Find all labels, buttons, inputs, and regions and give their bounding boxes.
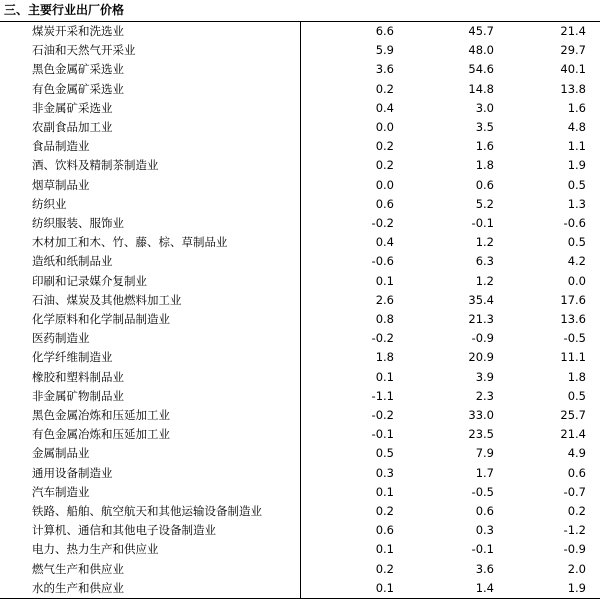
value-year-on-year: 1.7	[475, 465, 494, 480]
value-cumulative: -0.9	[563, 542, 586, 557]
table-row	[0, 137, 600, 156]
value-year-on-year: 14.8	[468, 81, 494, 96]
industry-name: 金属制品业	[32, 446, 90, 461]
industry-name: 化学纤维制造业	[32, 350, 113, 365]
value-cumulative: 40.1	[560, 62, 586, 77]
value-month-on-month: 0.2	[300, 156, 400, 175]
value-month-on-month: 0.1	[300, 540, 400, 559]
value-year-on-year: 0.6	[475, 504, 494, 519]
value-year-on-year: 45.7	[468, 24, 494, 38]
table-row	[0, 387, 600, 406]
value-month-on-month: 0.4	[300, 99, 400, 118]
value-cumulative: 1.8	[567, 369, 586, 384]
value-cumulative: 13.6	[560, 312, 586, 327]
value-cumulative: -1.2	[563, 523, 586, 538]
value-cumulative: 29.7	[560, 43, 586, 58]
value-year-on-year: 5.2	[475, 196, 494, 211]
value-year-on-year: 21.3	[468, 312, 494, 327]
industry-name: 铁路、船舶、航空航天和其他运输设备制造业	[32, 504, 262, 519]
value-year-on-year: -0.9	[471, 331, 494, 346]
table-row	[0, 444, 600, 463]
value-month-on-month: 1.8	[300, 348, 400, 367]
table-row	[0, 579, 600, 598]
industry-name: 医药制造业	[32, 331, 90, 346]
value-year-on-year: 33.0	[468, 408, 494, 423]
value-year-on-year: 2.3	[475, 388, 494, 403]
value-year-on-year: 3.0	[475, 100, 494, 115]
table-body	[0, 22, 600, 598]
industry-name: 计算机、通信和其他电子设备制造业	[32, 523, 216, 538]
table-row	[0, 540, 600, 559]
value-month-on-month: -0.2	[300, 406, 400, 425]
value-month-on-month: 0.2	[300, 137, 400, 156]
table-row	[0, 41, 600, 60]
table-row	[0, 272, 600, 291]
industry-name: 有色金属冶炼和压延加工业	[32, 427, 170, 442]
table-row	[0, 176, 600, 195]
industry-name: 石油和天然气开采业	[32, 43, 136, 58]
value-year-on-year: 1.2	[475, 273, 494, 288]
industry-name: 石油、煤炭及其他燃料加工业	[32, 292, 182, 307]
value-month-on-month: -0.2	[300, 329, 400, 348]
table-row	[0, 214, 600, 233]
value-year-on-year: 7.9	[475, 446, 494, 461]
value-month-on-month: 0.6	[300, 195, 400, 214]
value-cumulative: 11.1	[560, 350, 586, 365]
table-row	[0, 502, 600, 521]
value-cumulative: 0.6	[567, 465, 586, 480]
industry-name: 造纸和纸制品业	[32, 254, 113, 269]
value-month-on-month: 0.5	[300, 444, 400, 463]
table-row	[0, 425, 600, 444]
industry-name: 食品制造业	[32, 139, 90, 154]
table-row	[0, 195, 600, 214]
industry-name: 化学原料和化学制品制造业	[32, 312, 170, 327]
industry-name: 煤炭开采和洗选业	[32, 24, 124, 38]
value-cumulative: 4.9	[567, 446, 586, 461]
value-month-on-month: 0.8	[300, 310, 400, 329]
value-year-on-year: 48.0	[468, 43, 494, 58]
value-year-on-year: 54.6	[468, 62, 494, 77]
value-cumulative: 4.2	[567, 254, 586, 269]
value-month-on-month: 0.3	[300, 464, 400, 483]
industry-name: 非金属矿物制品业	[32, 388, 124, 403]
value-cumulative: 4.8	[567, 120, 586, 135]
value-cumulative: 1.3	[567, 196, 586, 211]
value-cumulative: 13.8	[560, 81, 586, 96]
value-year-on-year: -0.1	[471, 216, 494, 231]
industry-name: 酒、饮料及精制茶制造业	[32, 158, 159, 173]
value-year-on-year: 3.9	[475, 369, 494, 384]
value-cumulative: -0.7	[563, 484, 586, 499]
value-month-on-month: 0.4	[300, 233, 400, 252]
value-cumulative: 25.7	[560, 408, 586, 423]
industry-name: 印刷和记录媒介复制业	[32, 273, 147, 288]
table-row	[0, 291, 600, 310]
table-row	[0, 368, 600, 387]
value-year-on-year: 6.3	[475, 254, 494, 269]
table-row	[0, 348, 600, 367]
value-month-on-month: 0.1	[300, 272, 400, 291]
value-year-on-year: 3.6	[475, 561, 494, 576]
value-cumulative: 0.0	[567, 273, 586, 288]
industry-name: 纺织服装、服饰业	[32, 216, 124, 231]
table-row	[0, 118, 600, 137]
value-month-on-month: -0.6	[300, 252, 400, 271]
value-cumulative: 0.5	[567, 177, 586, 192]
value-year-on-year: -0.5	[471, 484, 494, 499]
value-year-on-year: 23.5	[468, 427, 494, 442]
value-cumulative: 1.9	[567, 580, 586, 595]
table-row	[0, 406, 600, 425]
table-row	[0, 99, 600, 118]
value-month-on-month: 0.1	[300, 368, 400, 387]
industry-name: 黑色金属矿采选业	[32, 62, 124, 77]
value-year-on-year: 20.9	[468, 350, 494, 365]
value-month-on-month: 0.0	[300, 176, 400, 195]
industry-name: 农副食品加工业	[32, 120, 113, 135]
table-row	[0, 60, 600, 79]
table-row	[0, 80, 600, 99]
value-cumulative: 0.2	[567, 504, 586, 519]
value-month-on-month: -0.2	[300, 214, 400, 233]
industry-name: 电力、热力生产和供应业	[32, 542, 159, 557]
value-month-on-month: 0.6	[300, 521, 400, 540]
value-year-on-year: 0.3	[475, 523, 494, 538]
value-month-on-month: 0.0	[300, 118, 400, 137]
value-cumulative: 1.9	[567, 158, 586, 173]
table-row	[0, 233, 600, 252]
value-cumulative: -0.6	[563, 216, 586, 231]
value-cumulative: 1.1	[567, 139, 586, 154]
table-row	[0, 156, 600, 175]
table-row	[0, 310, 600, 329]
value-year-on-year: 1.6	[475, 139, 494, 154]
value-month-on-month: -0.1	[300, 425, 400, 444]
industry-name: 黑色金属冶炼和压延加工业	[32, 408, 170, 423]
value-month-on-month: 0.1	[300, 579, 400, 598]
value-cumulative: 17.6	[560, 292, 586, 307]
value-cumulative: 0.5	[567, 235, 586, 250]
table-row	[0, 483, 600, 502]
value-month-on-month: 5.9	[300, 41, 400, 60]
industry-name: 烟草制品业	[32, 177, 90, 192]
table-row	[0, 252, 600, 271]
industry-name: 非金属矿采选业	[32, 100, 113, 115]
value-year-on-year: 0.6	[475, 177, 494, 192]
value-year-on-year: 3.5	[475, 120, 494, 135]
industry-name: 有色金属矿采选业	[32, 81, 124, 96]
section-title: 三、主要行业出厂价格	[4, 3, 125, 17]
value-month-on-month: 0.2	[300, 502, 400, 521]
industry-name: 纺织业	[32, 196, 67, 211]
value-cumulative: 2.0	[567, 561, 586, 576]
value-year-on-year: -0.1	[471, 542, 494, 557]
industry-name: 燃气生产和供应业	[32, 561, 124, 576]
industry-name: 橡胶和塑料制品业	[32, 369, 124, 384]
industry-price-table	[0, 22, 600, 598]
value-year-on-year: 1.2	[475, 235, 494, 250]
value-year-on-year: 1.8	[475, 158, 494, 173]
value-cumulative: -0.5	[563, 331, 586, 346]
value-month-on-month: 3.6	[300, 60, 400, 79]
industry-name: 木材加工和木、竹、藤、棕、草制品业	[32, 235, 228, 250]
industry-name: 水的生产和供应业	[32, 580, 124, 595]
industry-name: 汽车制造业	[32, 484, 90, 499]
table-row	[0, 22, 600, 41]
table-row	[0, 560, 600, 579]
value-cumulative: 0.5	[567, 388, 586, 403]
table-row	[0, 329, 600, 348]
value-month-on-month: -1.1	[300, 387, 400, 406]
value-month-on-month: 2.6	[300, 291, 400, 310]
value-month-on-month: 0.2	[300, 80, 400, 99]
value-month-on-month: 6.6	[300, 22, 400, 41]
value-cumulative: 1.6	[567, 100, 586, 115]
table-row	[0, 521, 600, 540]
value-month-on-month: 0.1	[300, 483, 400, 502]
value-cumulative: 21.4	[560, 24, 586, 38]
value-cumulative: 21.4	[560, 427, 586, 442]
table-row	[0, 464, 600, 483]
industry-name: 通用设备制造业	[32, 465, 113, 480]
value-year-on-year: 1.4	[475, 580, 494, 595]
value-year-on-year: 35.4	[468, 292, 494, 307]
value-month-on-month: 0.2	[300, 560, 400, 579]
